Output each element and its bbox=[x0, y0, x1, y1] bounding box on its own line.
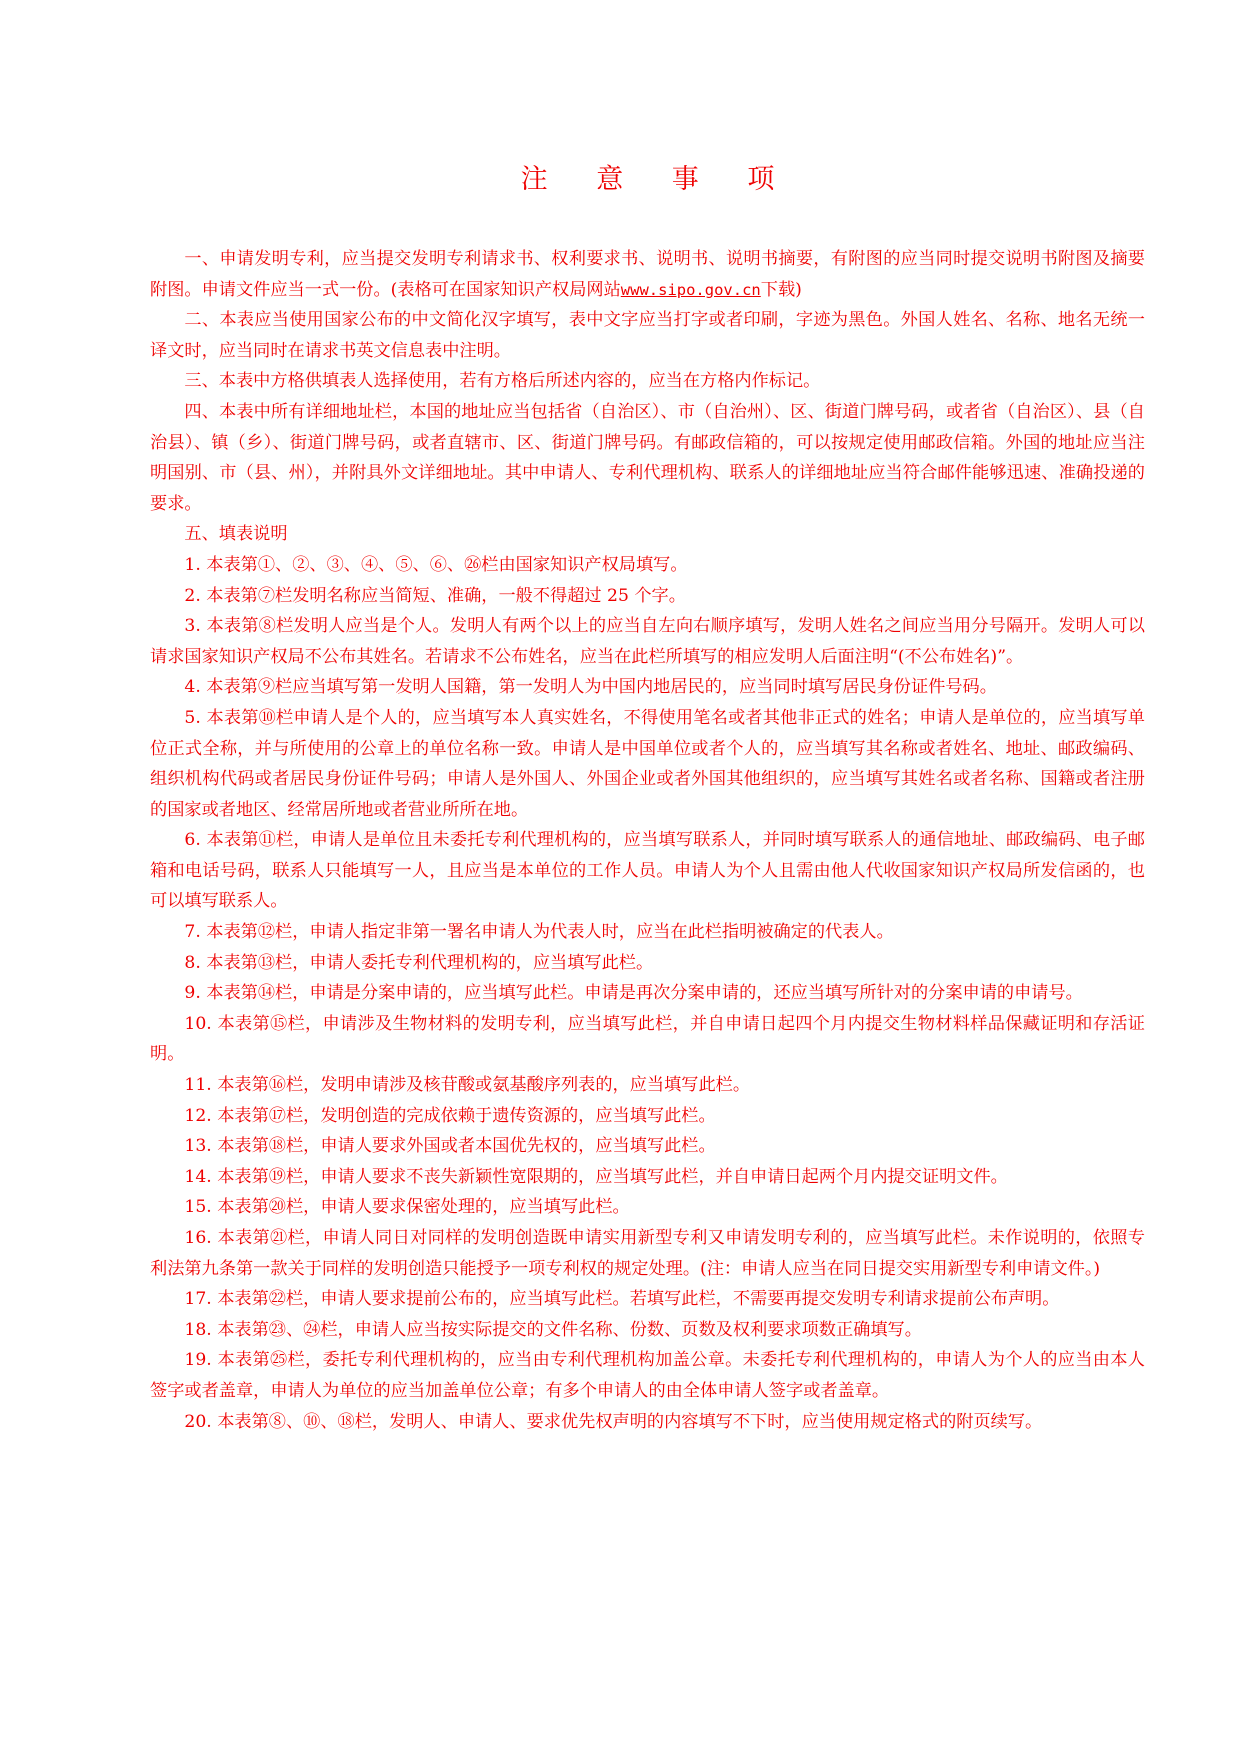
instruction-item-1: 1. 本表第①、②、③、④、⑤、⑥、㉖栏由国家知识产权局填写。 bbox=[184, 554, 688, 575]
instruction-item-2: 2. 本表第⑦栏发明名称应当简短、准确，一般不得超过 25 个字。 bbox=[184, 585, 686, 606]
intro-paragraph-1 bbox=[150, 244, 1145, 305]
instruction-item-20: 20. 本表第⑧、⑩、⑱栏，发明人、申请人、要求优先权声明的内容填写不下时，应当使用规定格式的附页续写。 bbox=[184, 1411, 1043, 1432]
instruction-item-17: 17. 本表第㉒栏，申请人要求提前公布的，应当填写此栏。若填写此栏，不需要再提交发明专利请求提前公布声明。 bbox=[184, 1289, 1060, 1310]
instruction-item-3: 3. 本表第⑧栏发明人应当是个人。发明人有两个以上的应当自左向右顺序填写，发明人姓名之间应当用分号隔开。发明人可以请求国家知识产权局不公布其姓名。若请求不公布姓名，应当在此栏所填写的相应发明人后面注明“(不公布姓名)”。 bbox=[150, 616, 1145, 667]
page-title: 注 意 事 项 bbox=[520, 164, 795, 195]
instruction-item-6: 6. 本表第⑪栏，申请人是单位且未委托专利代理机构的，应当填写联系人，并同时填写联系人的通信地址、邮政编码、电子邮箱和电话号码，联系人只能填写一人，且应当是本单位的工作人员。申请人为个人且需由他人代收国家知识产权局所发信函的，也可以填写联系人。 bbox=[150, 830, 1145, 912]
intro-paragraph-1-tail: 下载) bbox=[760, 279, 802, 300]
intro-paragraph-4: 四、本表中所有详细地址栏，本国的地址应当包括省（自治区）、市（自治州）、区、街道门牌号码，或者省（自治区）、县（自治县）、镇（乡）、街道门牌号码，或者直辖市、区、街道门牌号码。有邮政信箱的，可以按规定使用邮政信箱。外国的地址应当注明国别、市（县、州），并附具外文详细地址。其中申请人、专利代理机构、联系人的详细地址应当符合邮件能够迅速、准确投递的要求。 bbox=[150, 401, 1145, 514]
intro-paragraph-3: 三、本表中方格供填表人选择使用，若有方格后所述内容的，应当在方格内作标记。 bbox=[184, 371, 821, 392]
instruction-item-13: 13. 本表第⑱栏，申请人要求外国或者本国优先权的，应当填写此栏。 bbox=[184, 1136, 716, 1157]
instruction-item-10: 10. 本表第⑮栏，申请涉及生物材料的发明专利，应当填写此栏，并自申请日起四个月内提交生物材料样品保藏证明和存活证明。 bbox=[150, 1013, 1145, 1065]
instruction-item-4: 4. 本表第⑨栏应当填写第一发明人国籍，第一发明人为中国内地居民的，应当同时填写居民身份证件号码。 bbox=[184, 677, 997, 698]
instruction-item-19: 19. 本表第㉕栏，委托专利代理机构的，应当由专利代理机构加盖公章。未委托专利代理机构的，申请人为个人的应当由本人签字或者盖章，申请人为单位的应当加盖单位公章；有多个申请人的由全体申请人签字或者盖章。 bbox=[150, 1350, 1145, 1401]
sipo-website-link[interactable]: www.sipo.gov.cn bbox=[620, 280, 761, 299]
instruction-item-11: 11. 本表第⑯栏，发明申请涉及核苷酸或氨基酸序列表的，应当填写此栏。 bbox=[184, 1075, 751, 1096]
instruction-item-14: 14. 本表第⑲栏，申请人要求不丧失新颖性宽限期的，应当填写此栏，并自申请日起两个月内提交证明文件。 bbox=[184, 1166, 1008, 1187]
instruction-item-16: 16. 本表第㉑栏，申请人同日对同样的发明创造既申请实用新型专利又申请发明专利的，应当填写此栏。未作说明的，依照专利法第九条第一款关于同样的发明创造只能授予一项专利权的规定处理。(注：申请人应当在同日提交实用新型专利申请文件。) bbox=[150, 1228, 1145, 1279]
instruction-item-8: 8. 本表第⑬栏，申请人委托专利代理机构的，应当填写此栏。 bbox=[184, 952, 654, 973]
section-heading-fill-instructions: 五、填表说明 bbox=[184, 524, 288, 545]
instruction-item-15: 15. 本表第⑳栏，申请人要求保密处理的，应当填写此栏。 bbox=[184, 1197, 630, 1218]
instruction-list bbox=[150, 550, 1145, 1437]
instruction-item-9: 9. 本表第⑭栏，申请是分案申请的，应当填写此栏。申请是再次分案申请的，还应当填写所针对的分案申请的申请号。 bbox=[184, 983, 1083, 1004]
instruction-item-12: 12. 本表第⑰栏，发明创造的完成依赖于遗传资源的，应当填写此栏。 bbox=[184, 1105, 716, 1126]
instruction-item-5: 5. 本表第⑩栏申请人是个人的，应当填写本人真实姓名，不得使用笔名或者其他非正式的姓名；申请人是单位的，应当填写单位正式全称，并与所使用的公章上的单位名称一致。申请人是中国单位或者个人的，应当填写其名称或者姓名、地址、邮政编码、组织机构代码或者居民身份证件号码；申请人是外国人、外国企业或者外国其他组织的，应当填写其姓名或者名称、国籍或者注册的国家或者地区、经常居所地或者营业所所在地。 bbox=[150, 707, 1145, 820]
intro-paragraph-2: 二、本表应当使用国家公布的中文简化汉字填写，表中文字应当打字或者印刷，字迹为黑色。外国人姓名、名称、地名无统一译文时，应当同时在请求书英文信息表中注明。 bbox=[150, 310, 1145, 361]
intro-paragraph-1-text: 一、申请发明专利，应当提交发明专利请求书、权利要求书、说明书、说明书摘要，有附图的应当同时提交说明书附图及摘要附图。申请文件应当一式一份。(表格可在国家知识产权局网站 bbox=[150, 249, 1145, 300]
instruction-item-7: 7. 本表第⑫栏，申请人指定非第一署名申请人为代表人时，应当在此栏指明被确定的代表人。 bbox=[184, 922, 894, 943]
instruction-item-18: 18. 本表第㉓、㉔栏，申请人应当按实际提交的文件名称、份数、页数及权利要求项数正确填写。 bbox=[184, 1319, 922, 1340]
